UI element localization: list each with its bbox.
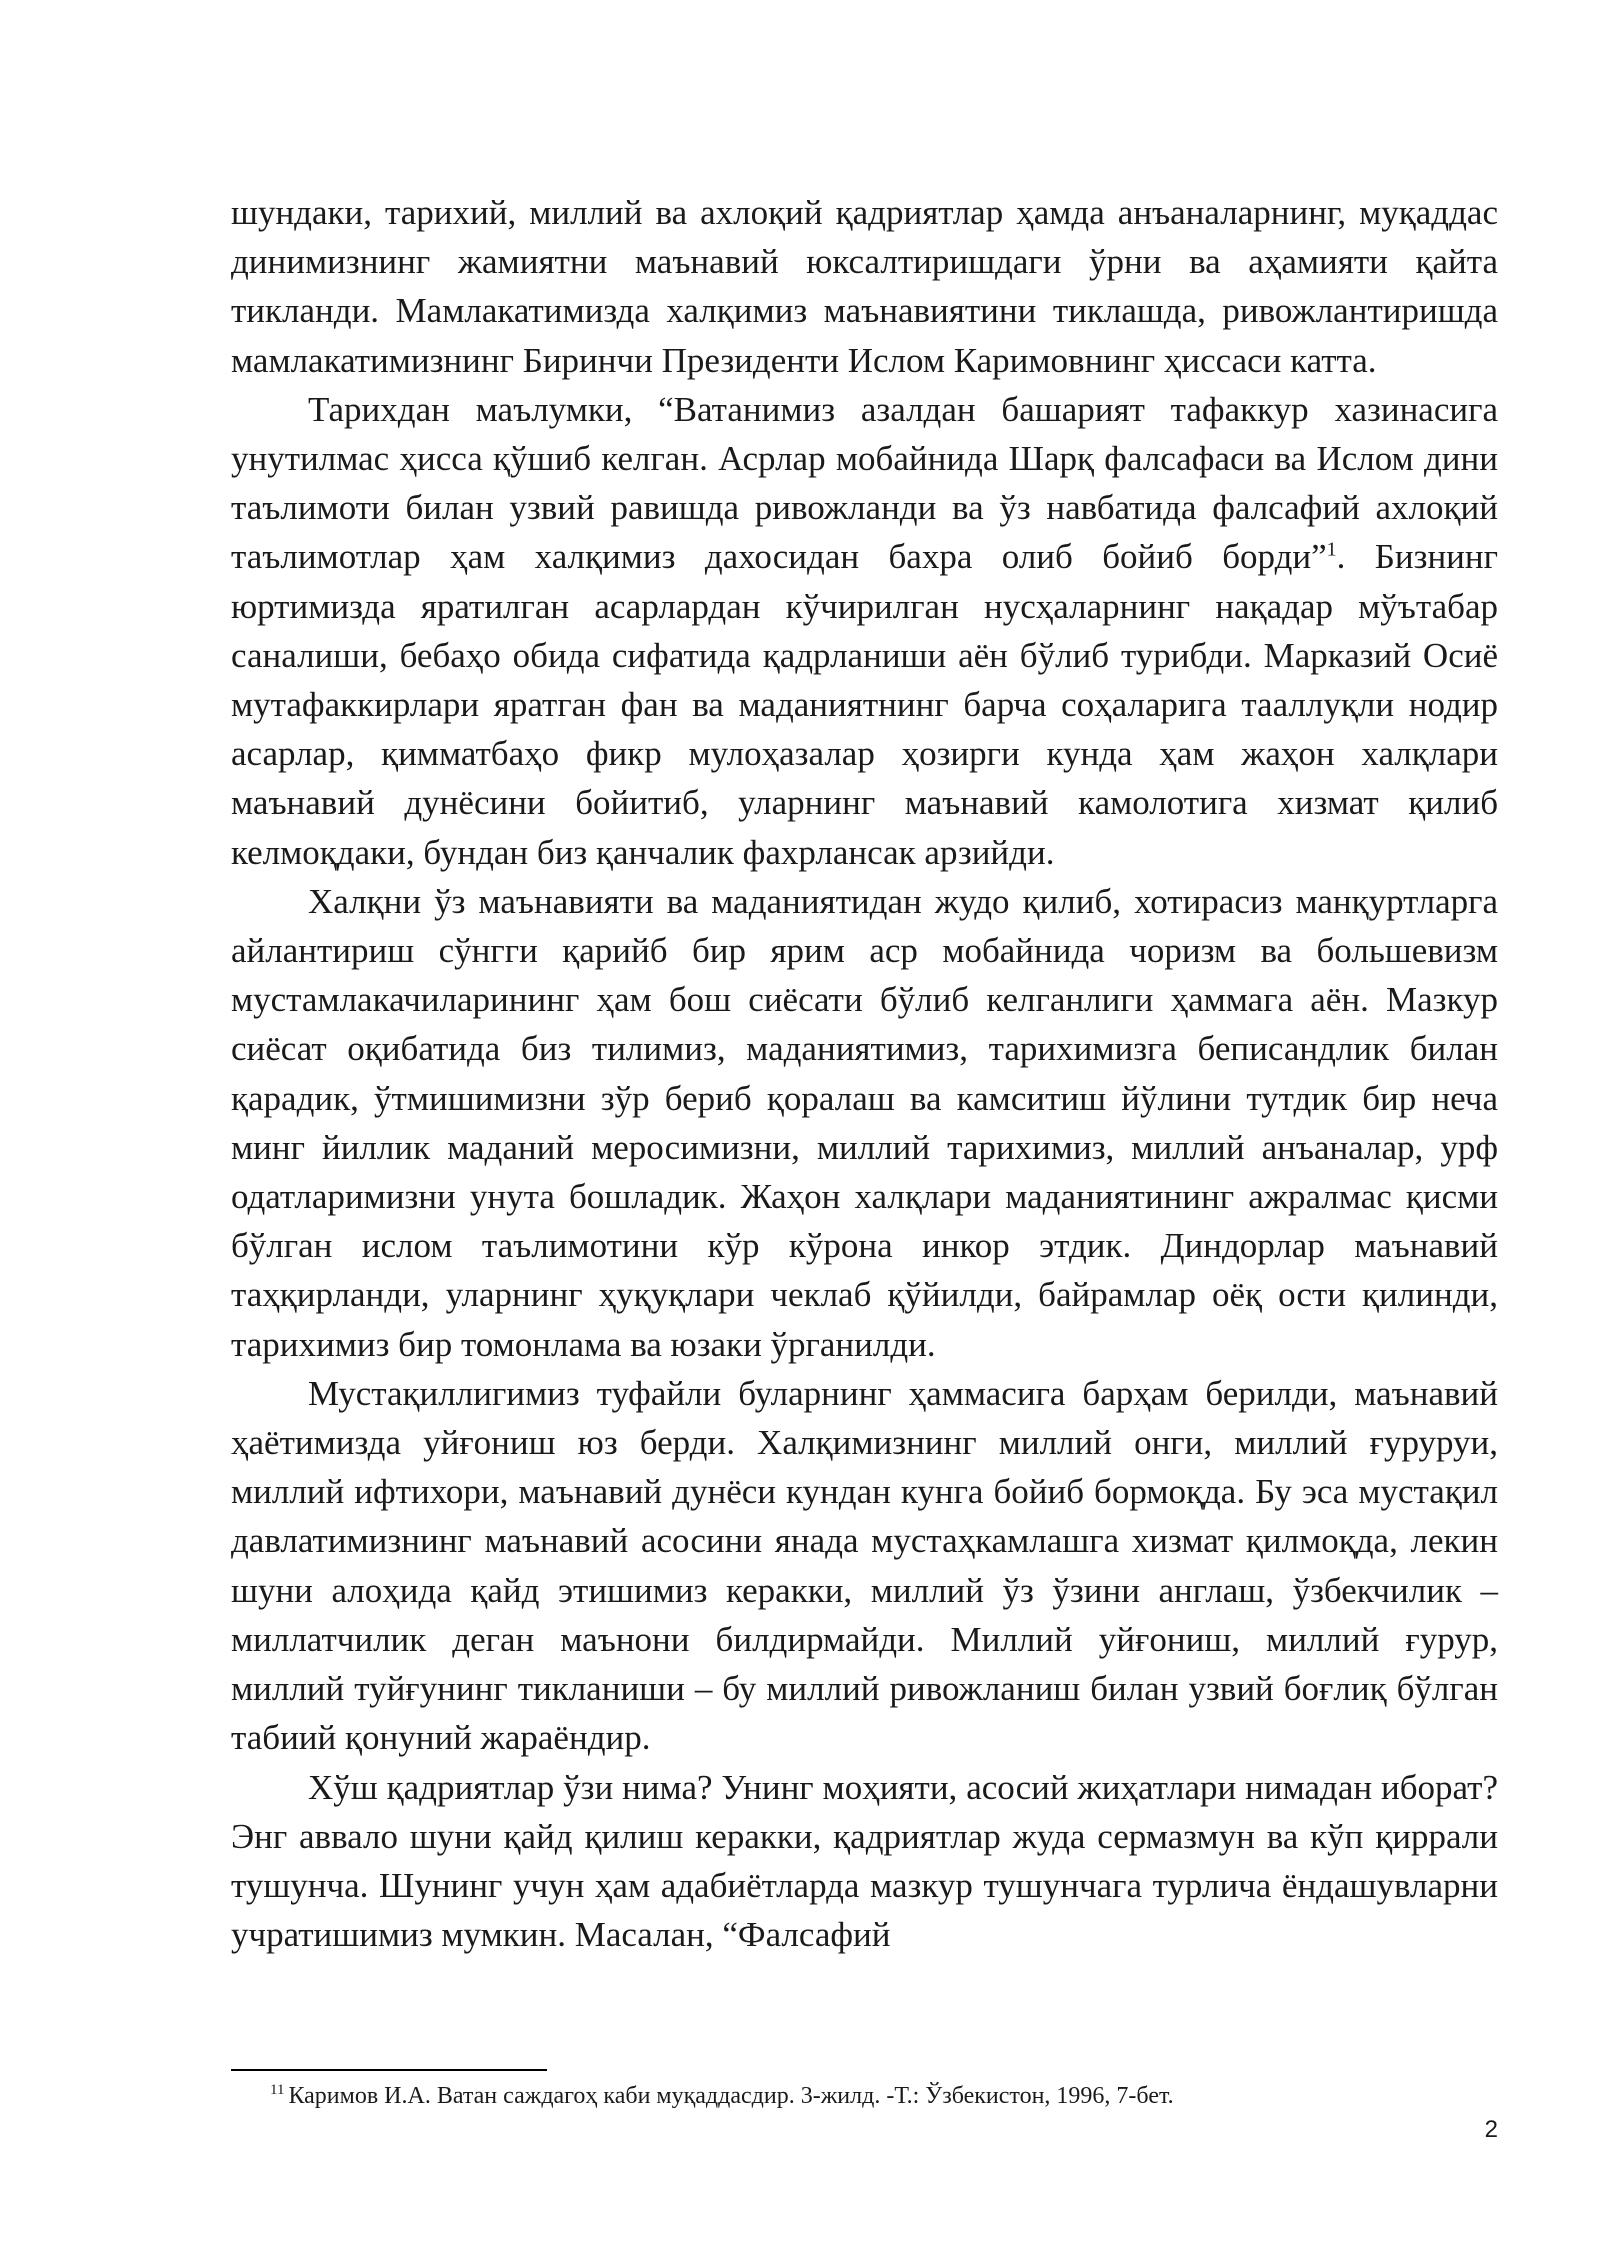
paragraph-3: Халқни ўз маънавияти ва маданиятидан жудо қилиб, хотирасиз манқуртларга айлантириш сўнгги қарийб бир ярим аср мобайнида чоризм ва большевизм мустамлакачиларининг ҳам бош сиёсати бўлиб келганлиги ҳаммага аён. Мазкур сиёсат оқибатида биз тилимиз, маданиятимиз, тарихимизга беписандлик билан қарадик, ўтмишимизни зўр бериб қоралаш ва камситиш йўлини тутдик бир неча минг йиллик маданий меросимизни, миллий тарихимиз, миллий анъаналар, урф одатларимизни унута бошладик. Жаҳон халқлари маданиятининг ажралмас қисми бўлган ислом таълимотини кўр кўрона инкор этдик. Диндорлар маънавий таҳқирланди, уларнинг ҳуқуқлари чеклаб қўйилди, байрамлар оёқ ости қилинди, тарихимиз бир томонлама ва юзаки ўрганилди. (231, 881, 1498, 1364)
paragraph-1: шундаки, тарихий, миллий ва ахлоқий қадриятлар ҳамда анъаналарнинг, муқаддас динимизнинг жамиятни маънавий юксалтиришдаги ўрни ва аҳамияти қайта тикланди. Мамлакатимизда халқимиз маънавиятини тиклашда, ривожлантиришда мамлакатимизнинг Биринчи Президенти Ислом Каримовнинг ҳиссаси катта. (231, 193, 1498, 380)
paragraph-2-rest: . Бизнинг юртимизда яратилган асарлардан кўчирилган нусҳаларнинг нақадар мўътабар саналиши, бебаҳо обида сифатида қадрланиши аён бўлиб турибди. Марказий Осиё мутафаккирлари яратган фан ва маданиятнинг барча соҳаларига тааллуқли нодир асарлар, қимматбаҳо фикр мулоҳазалар ҳозирги кунда ҳам жаҳон халқлари маънавий дунёсини бойитиб, уларнинг маънавий камолотига хизмат қилиб келмоқдаки, бундан биз қанчалик фахрлансак арзийди. (231, 537, 1499, 872)
footnote-separator (231, 2069, 547, 2071)
body-text (231, 188, 1498, 1959)
paragraph-4: Мустақиллигимиз туфайли буларнинг ҳаммасига барҳам берилди, маънавий ҳаётимизда уйғониш юз берди. Халқимизнинг миллий онги, миллий ғуруруи, миллий ифтихори, маънавий дунёси кундан кунга бойиб бормоқда. Бу эса мустақил давлатимизнинг маънавий асосини янада мустаҳкамлашга хизмат қилмоқда, лекин шуни алоҳида қайд этишимиз керакки, миллий ўз ўзини англаш, ўзбекчилик – миллатчилик деган маънони билдирмайди. Миллий уйғониш, миллий ғурур, миллий туйғунинг тикланиши – бу миллий ривожланиш билан узвий боғлиқ бўлган табиий қонуний жараёндир. (231, 1373, 1498, 1758)
footnote (270, 2080, 1490, 2112)
paragraph-2 (231, 385, 1498, 877)
footnote-marker: 11 (270, 2082, 285, 2098)
footnote-text: Каримов И.А. Ватан саждагоҳ каби муқаддасдир. 3-жилд. -Т.: Ўзбекистон, 1996, 7-бет. (288, 2083, 1174, 2109)
page-number: 2 (1484, 2116, 1498, 2143)
paragraph-2-quote: Тарихдан маълумки, “Ватанимиз азалдан башарият тафаккур хазинасига унутилмас ҳисса қўшиб келган. Асрлар мобайнида Шарқ фалсафаси ва Ислом дини таълимоти билан узвий равишда ривожланди ва ўз навбатида фалсафий ахлоқий таълимотлар ҳам халқимиз дахосидан бахра олиб бойиб борди” (231, 389, 1498, 577)
paragraph-5: Хўш қадриятлар ўзи нима? Унинг моҳияти, асосий жиҳатлари нимадан иборат? Энг аввало шуни қайд қилиш керакки, қадриятлар жуда сермазмун ва кўп қиррали тушунча. Шунинг учун ҳам адабиётларда мазкур тушунчага турлича ёндашувларни учратишимиз мумкин. Масалан, “Фалсафий (231, 1767, 1498, 1955)
footnote-reference[interactable]: 1 (1326, 538, 1337, 561)
